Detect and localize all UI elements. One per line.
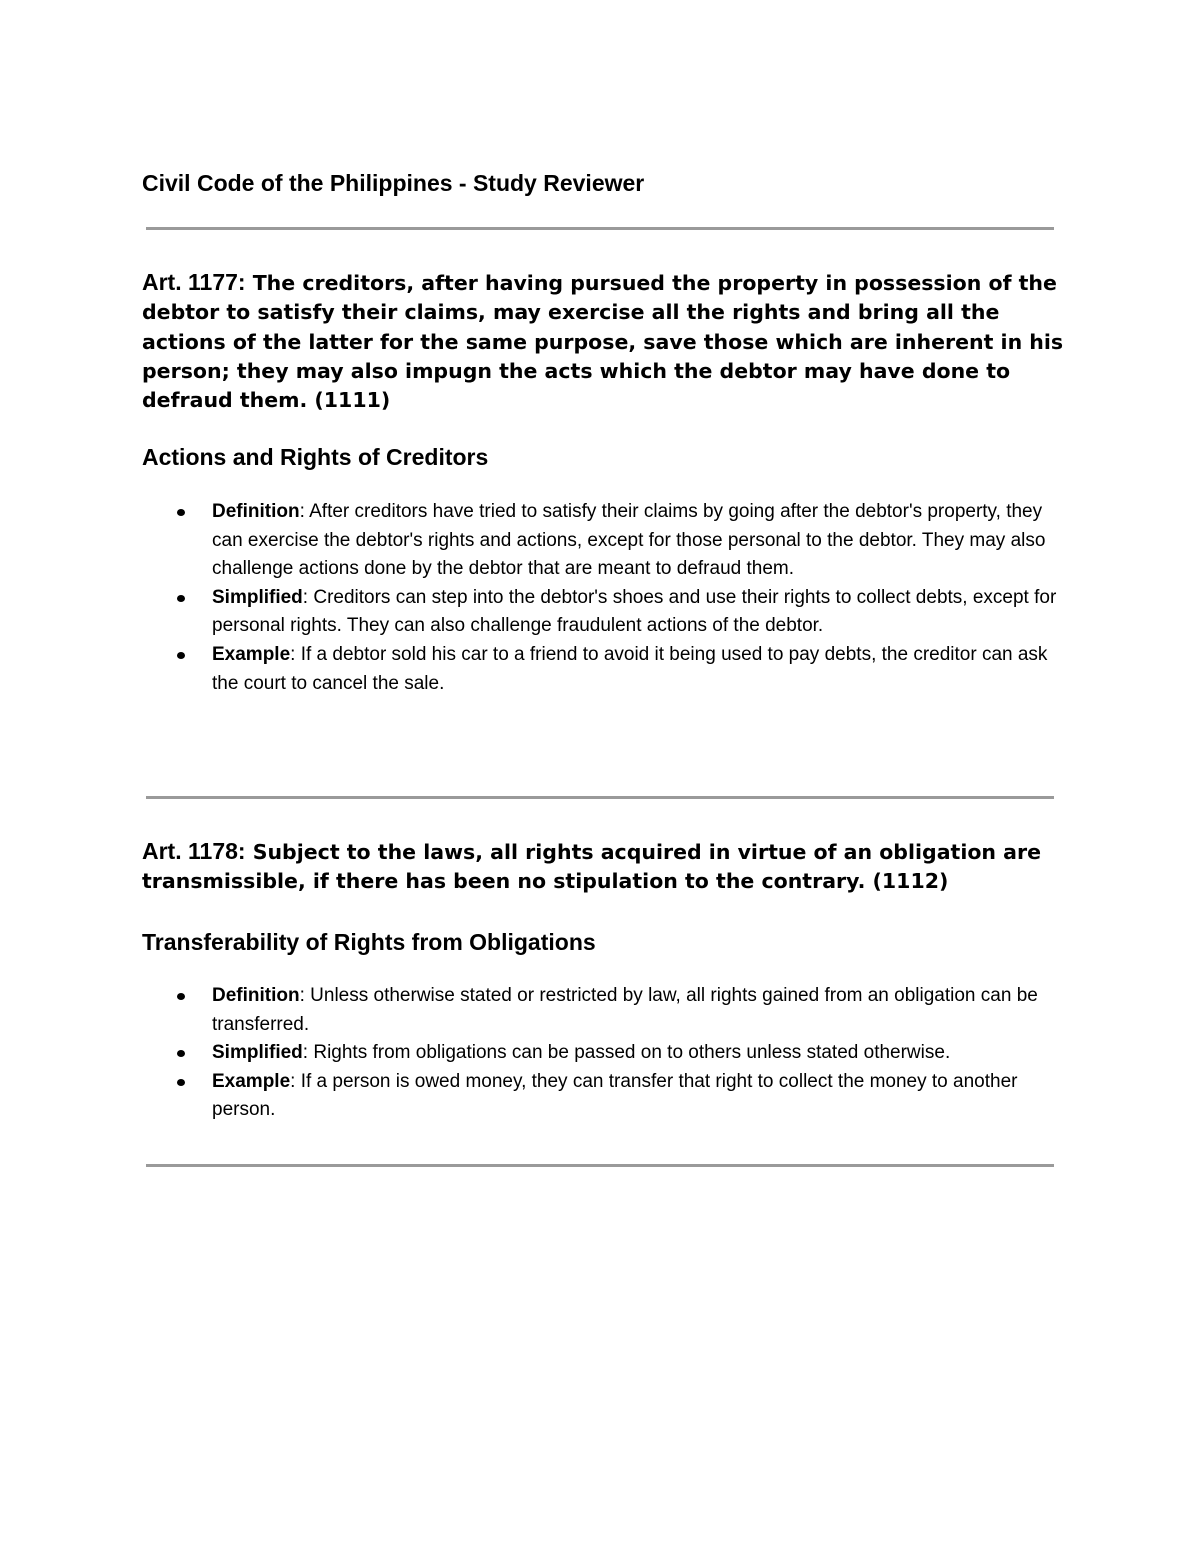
list-item — [212, 641, 1062, 698]
article-label: Art. 1178: — [142, 838, 246, 864]
bullet-icon — [177, 1050, 185, 1057]
bullet-icon — [177, 652, 185, 659]
bullet-text: : After creditors have tried to satisfy their claims by going after the debtor's property, they can exercise the debtor's rights and actions, except for those personal to the debtor. They may also challenge actions done by the debtor that are meant to defraud them. — [212, 501, 1046, 580]
bullet-text: : If a person is owed money, they can transfer that right to collect the money to another person. — [212, 1070, 1018, 1121]
section-heading-creditors: Actions and Rights of Creditors — [142, 444, 489, 470]
bullet-icon — [177, 595, 185, 602]
bullet-term: Definition — [212, 501, 300, 522]
bullet-term: Simplified — [212, 586, 303, 608]
section-heading-transferability: Transferability of Rights from Obligations — [142, 929, 596, 955]
bullet-text: : If a debtor sold his car to a friend to avoid it being used to pay debts, the creditor can ask the court to cancel the sale. — [212, 643, 1048, 694]
list-item — [212, 1039, 1062, 1068]
bullet-term: Definition — [212, 985, 300, 1006]
bullet-text: : Creditors can step into the debtor's shoes and use their rights to collect debts, except for personal rights. They can also challenge fraudulent actions of the debtor. — [212, 586, 1057, 637]
list-item — [212, 982, 1062, 1039]
article-body: Subject to the laws, all rights acquired in virtue of an obligation are transmissible, if there has been no stipulation to the contrary. (1112) — [142, 840, 1042, 894]
bullet-text: : Rights from obligations can be passed on to others unless stated otherwise. — [302, 1042, 951, 1064]
article-1178-text — [142, 837, 1072, 897]
list-item — [212, 584, 1062, 641]
bullet-list-creditors — [212, 498, 1062, 698]
horizontal-divider — [146, 227, 1054, 230]
bullet-term: Example — [212, 643, 291, 665]
bullet-term: Simplified — [212, 1042, 303, 1064]
bullet-icon — [177, 993, 185, 1000]
bullet-text: : Unless otherwise stated or restricted by law, all rights gained from an obligation can be transferred. — [212, 985, 1038, 1035]
article-label: Art. 1177: — [142, 269, 246, 295]
bullet-term: Example — [212, 1070, 291, 1092]
bullet-icon — [177, 1079, 185, 1086]
bullet-list-transferability — [212, 982, 1062, 1125]
article-body: The creditors, after having pursued the property in possession of the debtor to satisfy their claims, may exercise all the rights and bring all the actions of the latter for the same purpose, save those which are inherent in his person; they may also impugn the acts which the debtor may have done to defraud them. (1111) — [142, 271, 1064, 413]
horizontal-divider — [146, 1164, 1054, 1167]
document-title: Civil Code of the Philippines - Study Reviewer — [142, 170, 645, 196]
list-item — [212, 498, 1062, 584]
bullet-icon — [177, 509, 185, 516]
horizontal-divider — [146, 796, 1054, 799]
list-item — [212, 1068, 1062, 1125]
article-1177-text — [142, 268, 1072, 415]
